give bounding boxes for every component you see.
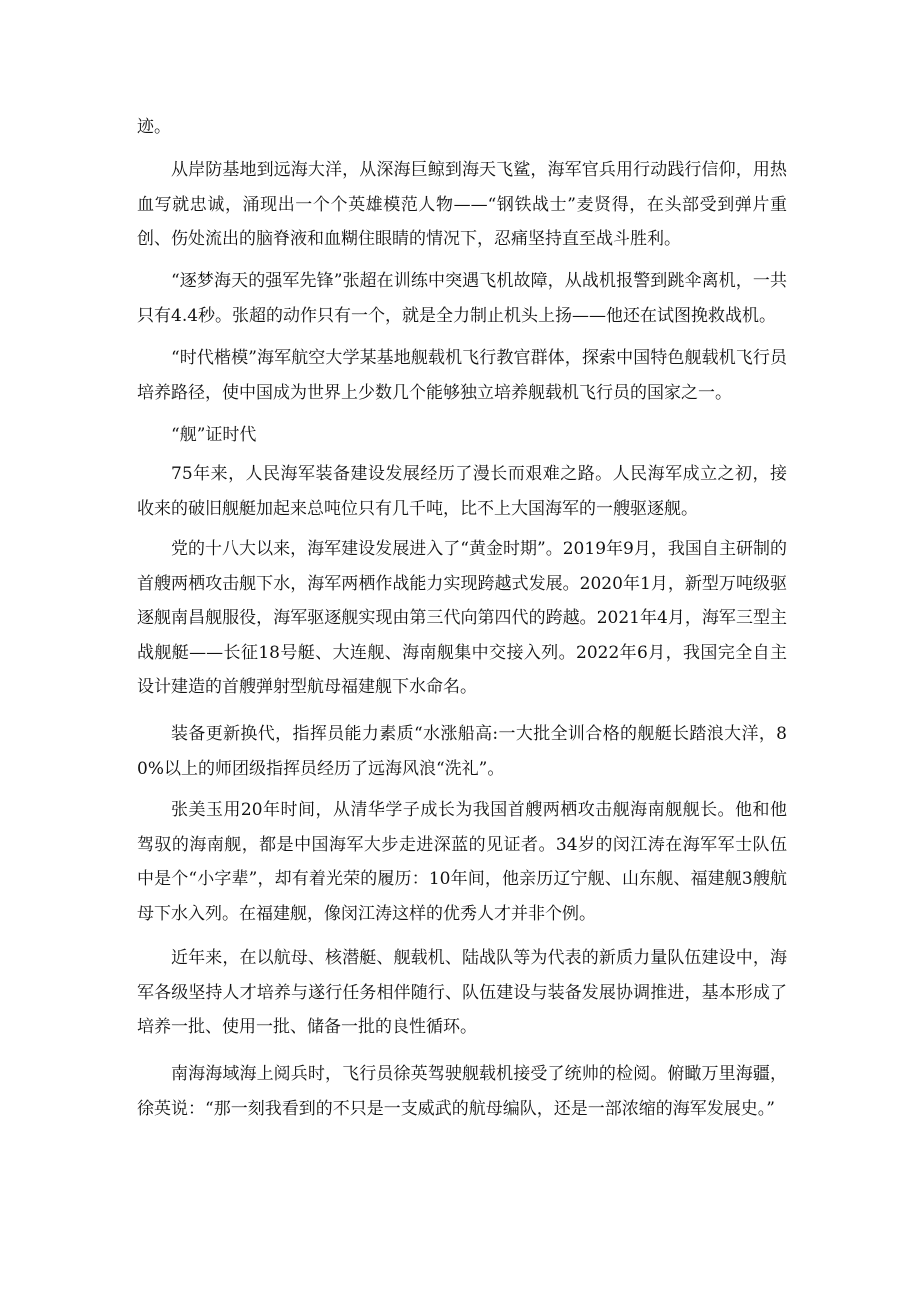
paragraph-instructors: “时代楷模”海军航空大学某基地舰载机飞行教官群体，探索中国特色舰载机飞行员培养路径，使中国成为世界上少数几个能够独立培养舰载机飞行员的国家之一。 (137, 348, 787, 403)
paragraph-commanders: 装备更新换代，指挥员能力素质“水涨船高:一大批全训合格的舰艇长踏浪大洋，80%以上的师团级指挥员经历了远海风浪“洗礼”。 (137, 724, 787, 779)
paragraph-heroes-intro: 从岸防基地到远海大洋，从深海巨鲸到海天飞鲨，海军官兵用行动践行信仰，用热血写就忠诚，涌现出一个个英雄模范人物——“钢铁战士”麦贤得，在头部受到弹片重创、伤处流出的脑脊液和血糊住眼睛的情况下，忍痛坚持直至战斗胜利。 (137, 160, 787, 250)
paragraph-recent-years: 近年来，在以航母、核潜艇、舰载机、陆战队等为代表的新质力量队伍建设中，海军各级坚持人才培养与遂行任务相伴随行、队伍建设与装备发展协调推进，基本形成了培养一批、使用一批、储备一批的良性循环。 (137, 948, 787, 1038)
paragraph-review: 南海海域海上阅兵时，飞行员徐英驾驶舰载机接受了统帅的检阅。俯瞰万里海疆，徐英说：“那一刻我看到的不只是一支威武的航母编队，还是一部浓缩的海军发展史。” (137, 1064, 787, 1119)
paragraph-continuation: 迹。 (137, 117, 171, 137)
paragraph-75-years: 75年来，人民海军装备建设发展经历了漫长而艰难之路。人民海军成立之初，接收来的破旧舰艇加起来总吨位只有几千吨，比不上大国海军的一艘驱逐舰。 (137, 464, 787, 519)
paragraph-golden-period: 党的十八大以来，海军建设发展进入了“黄金时期”。2019年9月，我国自主研制的首艘两栖攻击舰下水，海军两栖作战能力实现跨越式发展。2020年1月，新型万吨级驱逐舰南昌舰服役，海军驱逐舰实现由第三代向第四代的跨越。2021年4月，海军三型主战舰艇——长征18号艇、大连舰、海南舰集中交接入列。2022年6月，我国完全自主设计建造的首艘弹射型航母福建舰下水命名。 (137, 539, 787, 698)
section-heading: “舰”证时代 (171, 425, 257, 445)
paragraph-zhang-meiyu: 张美玉用20年时间，从清华学子成长为我国首艘两栖攻击舰海南舰舰长。他和他驾驭的海南舰，都是中国海军大步走进深蓝的见证者。34岁的闵江涛在海军军士队伍中是个“小字辈”，却有着光荣的履历：10年间，他亲历辽宁舰、山东舰、福建舰3艘航母下水入列。在福建舰，像闵江涛这样的优秀人才并非个例。 (137, 800, 787, 924)
paragraph-zhang-chao: “逐梦海天的强军先锋”张超在训练中突遇飞机故障，从战机报警到跳伞离机，一共只有4.4秒。张超的动作只有一个，就是全力制止机头上扬——他还在试图挽救战机。 (137, 271, 787, 326)
